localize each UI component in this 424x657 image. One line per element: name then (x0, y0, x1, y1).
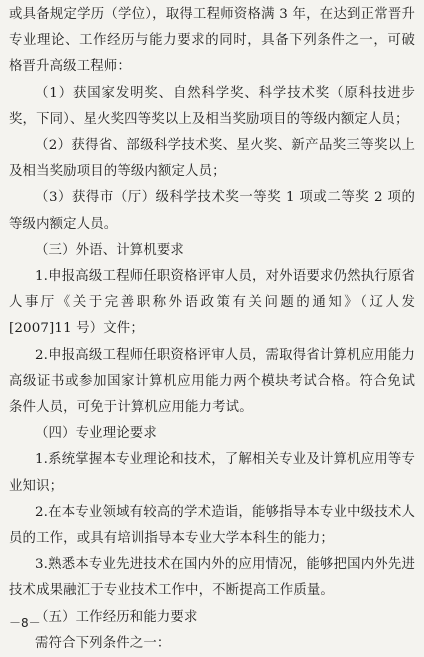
body-paragraph: （3）获得市（厅）级科学技术奖一等奖 1 项或二等奖 2 项的等级内额定人员。 (9, 190, 415, 232)
body-paragraph: （1）获国家发明奖、自然科学奖、科学技术奖（原科技进步奖，下同）、星火奖四等奖以上及相当奖励项目的等级内额定人员； (9, 85, 415, 127)
body-paragraph: 或具备规定学历（学位），取得工程师资格满 3 年，在达到正常晋升专业理论、工作经历与能力要求的同时，具备下列条件之一，可破格晋升高级工程师： (9, 7, 415, 75)
section-heading: （三）外语、计算机要求 (35, 242, 184, 258)
section-heading: （四）专业理论要求 (35, 426, 157, 442)
body-paragraph: 2.申报高级工程师任职资格评审人员，需取得省计算机应用能力高级证书或参加国家计算机应用能力两个模块考试合格。符合免试条件人员，可免于计算机应用能力考试。 (9, 347, 415, 416)
page-number: －8－ (9, 616, 41, 630)
body-paragraph: 需符合下列条件之一： (35, 635, 171, 651)
body-paragraph: 2.在本专业领域有较高的学术造诣，能够指导本专业中级技术人员的工作，或具有培训指导本专业大学本科生的能力； (9, 504, 415, 547)
body-paragraph: （2）获得省、部级科学技术奖、星火奖、新产品奖三等奖以上及相当奖励项目的等级内额定人员； (9, 138, 415, 180)
body-paragraph: 1.系统掌握本专业理论和技术，了解相关专业及计算机应用等专业知识； (9, 452, 415, 494)
section-heading: （五）工作经历和能力要求 (35, 609, 198, 625)
document-body (9, 2, 415, 657)
body-paragraph: 3.熟悉本专业先进技术在国内外的应用情况，能够把国内外先进技术成果融汇于专业技术工作中，不断提高工作质量。 (9, 557, 415, 599)
body-paragraph: 1.申报高级工程师任职资格评审人员，对外语要求仍然执行原省人事厅《关于完善职称外语政策有关问题的通知》（辽人发[2007]11 号）文件； (9, 269, 415, 337)
